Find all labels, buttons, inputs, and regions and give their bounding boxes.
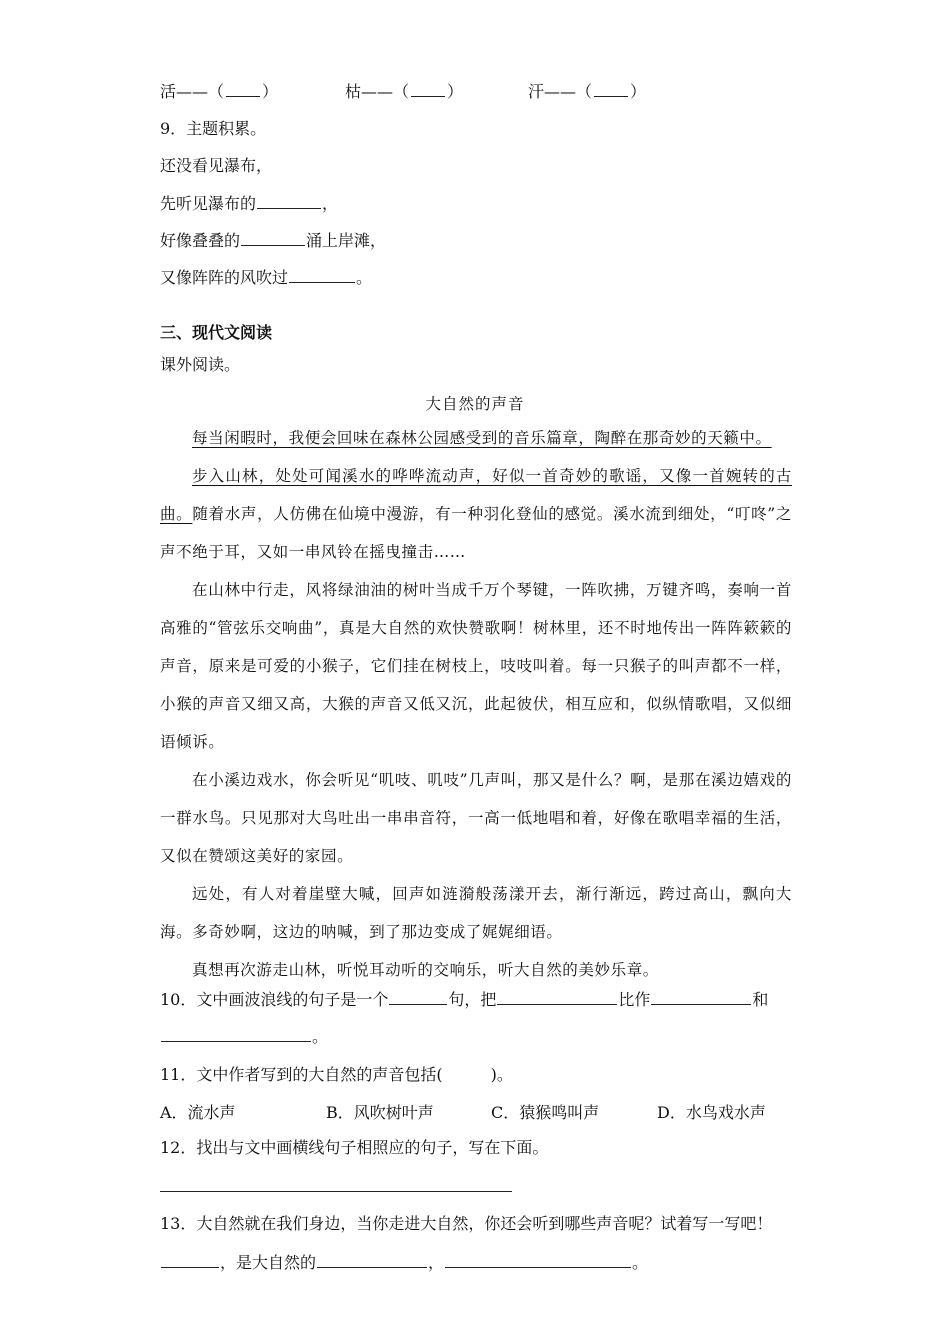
answer-blank[interactable]	[241, 229, 305, 246]
q9-line1: 还没看见瀑布，	[160, 156, 273, 175]
wavy-sentence: 步入山林，处处可闻溪水的哗哗流动声，好似一首奇妙的歌谣，又像一首婉转的古曲。	[160, 467, 792, 523]
q12-stem: 12．找出与文中画横线句子相照应的句子，写在下面。	[160, 1138, 549, 1157]
char-item: 枯——（ ）	[345, 82, 464, 101]
passage-paragraph-4: 在小溪边戏水，你会听见“叽吱、叽吱”几声叫，那又是什么？啊，是那在溪边嬉戏的一群水鸟。只见那对大鸟吐出一串串音符，一高一低地唱和着，好像在歌唱幸福的生活，又似在赞颂这美好的家园。	[160, 771, 792, 865]
q9-title: 9．主题积累。	[160, 119, 267, 138]
option-b[interactable]: B．风吹树叶声	[326, 1103, 434, 1122]
answer-blank[interactable]	[411, 80, 445, 97]
char-item: 汗——（ ）	[528, 82, 647, 101]
answer-blank[interactable]	[161, 1251, 219, 1268]
option-c[interactable]: C．猿猴鸣叫声	[491, 1103, 600, 1122]
option-d[interactable]: D．水鸟戏水声	[657, 1103, 766, 1122]
q11-stem: 11．文中作者写到的大自然的声音包括( )。	[160, 1065, 513, 1084]
answer-blank[interactable]	[389, 988, 447, 1005]
passage-paragraph-3: 在山林中行走，风将绿油油的树叶当成千万个琴键，一阵吹拂，万键齐鸣，奏响一首高雅的“管弦乐交响曲”，真是大自然的欢快赞歌啊！树林里，还不时地传出一阵阵簌簌的声音，原来是可爱的小猴子，它们挂在树枝上，吱吱叫着。每一只猴子的叫声都不一样，小猴的声音又细又高，大猴的声音又低又沉，此起彼伏，相互应和，似纵情歌唱，又似细语倾诉。	[160, 581, 792, 751]
answer-blank[interactable]	[497, 988, 617, 1005]
passage-paragraph-6: 真想再次游走山林，听悦耳动听的交响乐，听大自然的美妙乐章。	[192, 961, 659, 979]
q13-answer-line: ，是大自然的 ， 。	[160, 1251, 648, 1274]
passage-title: 大自然的声音	[425, 395, 525, 413]
answer-blank[interactable]	[445, 1251, 631, 1268]
q10-line2: 。	[160, 1025, 328, 1048]
answer-blank[interactable]	[651, 988, 751, 1005]
passage-body	[160, 419, 792, 989]
q9-line2: 先听见瀑布的 ，	[160, 194, 339, 213]
passage-paragraph-1: 每当闲暇时，我便会回味在森林公园感受到的音乐篇章，陶醉在那奇妙的天籁中。	[192, 429, 772, 447]
answer-blank[interactable]	[161, 1025, 311, 1042]
answer-blank[interactable]	[289, 266, 355, 283]
answer-line[interactable]	[160, 1191, 512, 1192]
q9-line4: 又像阵阵的风吹过 。	[160, 268, 373, 287]
passage-paragraph-5: 远处，有人对着崖壁大喊，回声如涟漪般荡漾开去，渐行渐远，跨过高山，飘向大海。多奇妙啊，这边的呐喊，到了那边变成了娓娓细语。	[160, 885, 792, 941]
answer-blank[interactable]	[317, 1251, 427, 1268]
q10-line1: 10．文中画波浪线的句子是一个 句，把 比作 和	[160, 990, 769, 1009]
passage-paragraph-2: 步入山林，处处可闻溪水的哗哗流动声，好似一首奇妙的歌谣，又像一首婉转的古曲。随着水声，人仿佛在仙境中漫游，有一种羽化登仙的感觉。溪水流到细处，“叮咚”之声不绝于耳，又如一串风铃在摇曳撞击……	[160, 467, 793, 561]
answer-blank[interactable]	[226, 80, 260, 97]
q9-line3: 好像叠叠的 涌上岸滩，	[160, 231, 387, 250]
option-a[interactable]: A．流水声	[160, 1103, 236, 1122]
section-heading: 三、现代文阅读	[160, 323, 273, 342]
answer-blank[interactable]	[594, 80, 628, 97]
section-subheading: 课外阅读。	[160, 355, 241, 374]
char-item: 活——（ ）	[160, 82, 279, 101]
q13-stem: 13．大自然就在我们身边，当你走进大自然，你还会听到哪些声音呢？试着写一写吧！	[160, 1214, 773, 1233]
answer-blank[interactable]	[257, 192, 321, 209]
